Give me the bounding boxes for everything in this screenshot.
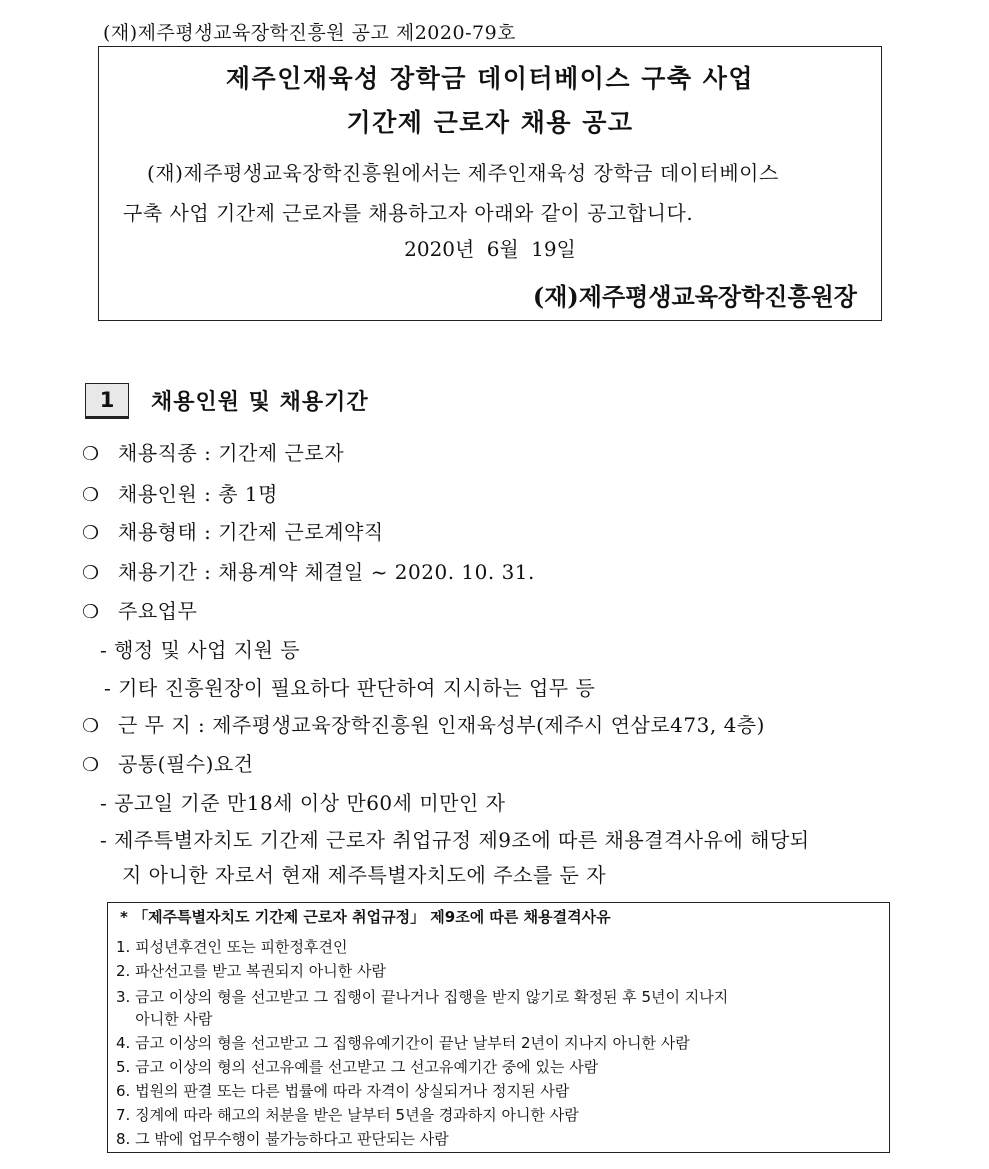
item-period-text: 채용기간 : 채용계약 체결일 ~ 2020. 10. 31. [118,560,535,584]
requirement-2-line-2: 지 아니한 자로서 현재 제주특별자치도에 주소를 둔 자 [122,863,607,887]
intro-paragraph [123,153,859,233]
item-workplace [82,710,765,740]
reason-item-continued: 아니한 사람 [121,1010,213,1028]
item-period [82,557,535,587]
circle-bullet-icon: ❍ [82,484,100,506]
intro-line-2: 구축 사업 기간제 근로자를 채용하고자 아래와 같이 공고합니다. [123,201,694,225]
reason-item: 6. 법원의 판결 또는 다른 법률에 따라 자격이 상실되거나 정지된 사람 [116,1082,570,1100]
circle-bullet-icon: ❍ [82,522,100,544]
reason-item: 2. 파산선고를 받고 복권되지 아니한 사람 [116,962,386,980]
item-employment-form-text: 채용형태 : 기간제 근로계약직 [118,520,384,544]
duty-1: - 행정 및 사업 지원 등 [100,638,301,662]
issuer-name: (재)제주평생교육장학진흥원장 [532,282,857,311]
requirement-2-line-1: - 제주특별자치도 기간제 근로자 취업규정 제9조에 따른 채용결격사유에 해당되 [100,828,810,852]
reason-item: 4. 금고 이상의 형을 선고받고 그 집행유예기간이 끝난 날부터 2년이 지나지 아니한 사람 [116,1034,690,1052]
item-main-duties [82,596,197,626]
reason-item: 3. 금고 이상의 형을 선고받고 그 집행이 끝나거나 집행을 받지 않기로 확정된 후 5년이 지나지 [116,988,729,1006]
item-workplace-text: 근 무 지 : 제주평생교육장학진흥원 인재육성부(제주시 연삼로473, 4층) [118,713,765,737]
section-number: 1 [85,383,129,419]
reason-item: 5. 금고 이상의 형의 선고유예를 선고받고 그 선고유예기간 중에 있는 사람 [116,1058,599,1076]
section-header [85,383,585,421]
intro-line-1: (재)제주평생교육장학진흥원에서는 제주인재육성 장학금 데이터베이스 [147,161,779,185]
reason-item: 8. 그 밖에 업무수행이 불가능하다고 판단되는 사람 [116,1130,449,1148]
circle-bullet-icon: ❍ [82,601,100,623]
title-line-2: 기간제 근로자 채용 공고 [346,108,634,137]
item-main-duties-text: 주요업무 [118,599,198,623]
item-headcount-text: 채용인원 : 총 1명 [118,482,278,506]
item-requirements [82,749,254,779]
item-requirements-text: 공통(필수)요건 [118,752,254,776]
item-employment-form [82,517,384,547]
item-job-type-text: 채용직종 : 기간제 근로자 [118,441,345,465]
announcement-header-box [98,46,882,321]
circle-bullet-icon: ❍ [82,562,100,584]
disqualification-reasons-box [107,902,890,1153]
title-line-1: 제주인재육성 장학금 데이터베이스 구축 사업 [225,64,755,93]
circle-bullet-icon: ❍ [82,443,100,465]
item-job-type [82,438,344,468]
notice-number: (재)제주평생교육장학진흥원 공고 제2020-79호 [103,22,517,44]
circle-bullet-icon: ❍ [82,715,100,737]
item-headcount [82,479,278,509]
requirement-1: - 공고일 기준 만18세 이상 만60세 미만인 자 [100,791,506,815]
notice-date: 2020년 6월 19일 [404,237,576,261]
circle-bullet-icon: ❍ [82,754,100,776]
duty-2: - 기타 진흥원장이 필요하다 판단하여 지시하는 업무 등 [104,676,596,700]
reason-item: 1. 피성년후견인 또는 피한정후견인 [116,938,348,956]
reasons-title: * 「제주특별자치도 기간제 근로자 취업규정」 제9조에 따른 채용결격사유 [120,908,611,926]
reason-item: 7. 징계에 따라 해고의 처분을 받은 날부터 5년을 경과하지 아니한 사람 [116,1106,579,1124]
section-title: 채용인원 및 채용기간 [151,390,369,415]
